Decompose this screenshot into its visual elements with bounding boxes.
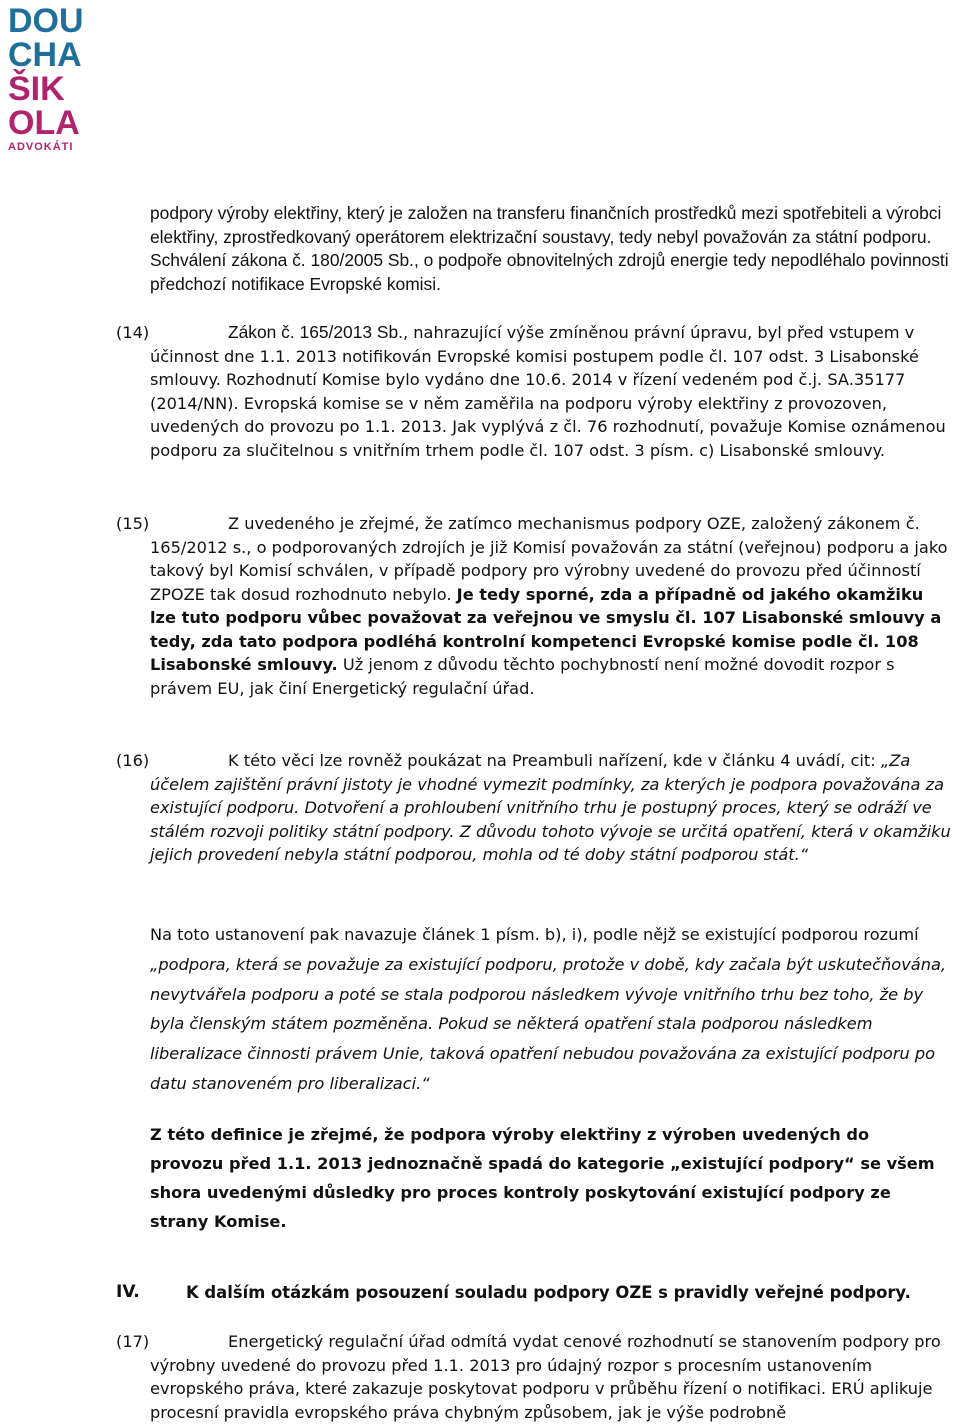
- paragraph-14: [150, 321, 956, 462]
- logo-line-2: CHA: [8, 36, 82, 74]
- paragraph-number-16: (16): [116, 751, 150, 770]
- paragraph-16-definition: [150, 920, 960, 1099]
- paragraph-15-b: , o podporovaných zdrojích je již Komisí považován za státní (veřejnou) podporu a jako takový byl Komisí schválen, v případě podpory pro výrobny uvedené do provozu před účinností ZPOZE tak dosud rozhodnuto nebylo.: [150, 537, 948, 604]
- paragraph-16-conclusion-text: Z této definice je zřejmé, že podpora výroby elektřiny z výroben uvedených do provozu před 1.1. 2013 jednoznačně spadá do kategorie „existující podpory“ se všem shora uvedenými důsledky pro proces kontroly poskytování existující podpory ze strany Komise.: [150, 1125, 935, 1231]
- paragraph-intro: [150, 202, 960, 296]
- section-heading-iv: [186, 1281, 960, 1305]
- paragraph-15-d: Už jenom z důvodu těchto pochybností není možné dovodit rozpor s právem EU, jak činí Energetický regulační úřad.: [150, 655, 895, 698]
- paragraph-15: [150, 512, 950, 700]
- company-logo: [8, 4, 98, 153]
- paragraph-number-14: (14): [116, 323, 150, 342]
- paragraph-16-definition-a: Na toto ustanovení pak navazuje článek 1 písm. b), i), podle nějž se existující podporou rozumí: [150, 925, 919, 944]
- paragraph-15-a: Z uvedeného je zřejmé, že zatímco mechanismus podpory OZE, založený zákonem č. 165/2012 s.: [150, 514, 920, 557]
- section-heading-iv-text: K dalším otázkám posouzení souladu podpory OZE s pravidly veřejné podpory.: [186, 1283, 911, 1302]
- paragraph-16-a: K této věci lze rovněž poukázat na Preambuli nařízení, kde v článku 4 uvádí, cit:: [228, 751, 881, 770]
- paragraph-16-quote: „Za účelem zajištění právní jistoty je vhodné vymezit podmínky, za kterých je podpora považována za existující podporu. Dotvoření a prohloubení vnitřního trhu je postupný proces, který se odráží ve stálém rozvoji politiky státní podpory. Z důvodu tohoto vývoje se určitá opatření, která v okamžiku jejich provedení nebyla státní podporou, mohla od té doby státní podporou stát.“: [150, 751, 951, 864]
- logo-line-4: OLA: [8, 104, 80, 142]
- paragraph-16-conclusion: [150, 1120, 940, 1236]
- paragraph-14-law: Zákon č. 165/2013 Sb.: [228, 322, 403, 342]
- paragraph-number-17: (17): [116, 1332, 150, 1351]
- paragraph-14-text: , nahrazující výše zmíněnou právní úpravu, byl před vstupem v účinnost dne 1.1. 2013 notifikován Evropské komisi postupem podle čl. 107 odst. 3 Lisabonské smlouvy. Rozhodnutí Komise bylo vydáno dne 10.6. 2014 v řízení vedeném pod č.j. SA.35177 (2014/NN). Evropská komise se v něm zaměřila na podporu výroby elektřiny z provozoven, uvedených do provozu po 1.1. 2013. Jak vyplývá z čl. 76 rozhodnutí, považuje Komise oznámenou podporu za slučitelnou s vnitřním trhem podle čl. 107 odst. 3 písm. c) Lisabonské smlouvy.: [150, 323, 946, 460]
- paragraph-15-bold: Je tedy sporné, zda a případně od jakého okamžiku lze tuto podporu vůbec považovat za veřejnou ve smyslu čl. 107 Lisabonské smlouvy a tedy, zda tato podpora podléhá kontrolní kompetenci Evropské komise podle čl. 108 Lisabonské smlouvy.: [150, 584, 942, 674]
- logo-line-1: DOU: [8, 2, 84, 40]
- section-number-iv: IV.: [116, 1282, 140, 1302]
- paragraph-17-text: Energetický regulační úřad odmítá vydat cenové rozhodnutí se stanovením podpory pro výrobny uvedené do provozu před 1.1. 2013 pro údajný rozpor s procesním ustanovením evropského práva, které zakazuje poskytovat podporu v průběhu řízení o notifikaci. ERÚ aplikuje procesní pravidla evropského práva chybným způsobem, jak je výše podrobně: [150, 1332, 941, 1422]
- logo-line-3: ŠIK: [8, 70, 65, 108]
- paragraph-17: [150, 1330, 958, 1424]
- paragraph-16: [150, 749, 958, 867]
- paragraph-16-definition-quote: „podpora, která se považuje za existující podporu, protože v době, kdy začala být uskutečňována, nevytvářela podporu a poté se stala podporou následkem vývoje vnitřního trhu bez toho, že by byla členským státem pozměněna. Pokud se některá opatření stala podporou následkem liberalizace činnosti právem Unie, taková opatření nebudou považována za existující podporu po datu stanoveném pro liberalizaci.“: [150, 954, 947, 1093]
- paragraph-intro-text: podpory výroby elektřiny, který je založen na transferu finančních prostředků mezi spotřebiteli a výrobci elektřiny, zprostředkovaný operátorem elektrizační soustavy, tedy nebyl považován za státní podporu. Schválení zákona č. 180/2005 Sb., o podpoře obnovitelných zdrojů energie tedy nepodléhalo povinnosti předchozí notifikace Evropské komisi.: [150, 203, 949, 294]
- paragraph-number-15: (15): [116, 514, 150, 533]
- logo-subtitle: ADVOKÁTI: [8, 141, 74, 153]
